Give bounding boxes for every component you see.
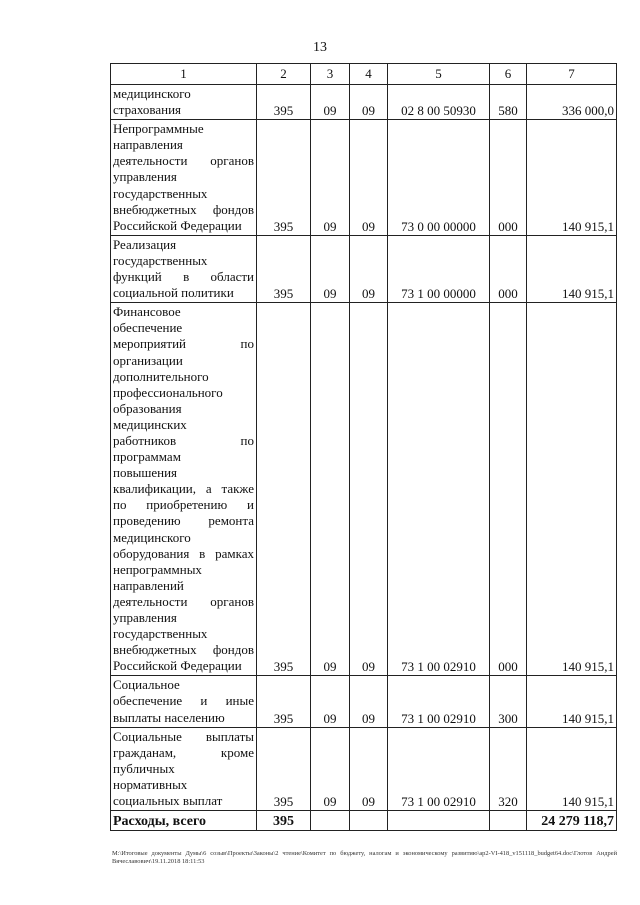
ministry-code-cell: 395	[257, 676, 311, 727]
row-name-line: проведению ремонта	[113, 513, 254, 529]
table-row	[111, 727, 617, 810]
header-cell: 5	[388, 64, 490, 85]
row-name-line: медицинских	[113, 416, 187, 432]
row-name-line: квалификации, а также	[113, 481, 254, 497]
row-name-line: Реализация	[113, 236, 177, 252]
expense-type-cell: 300	[490, 676, 527, 727]
row-name	[111, 235, 257, 302]
ministry-code-cell: 395	[257, 120, 311, 236]
ministry-code-cell: 395	[257, 727, 311, 810]
row-name-line: профессионального	[113, 384, 223, 400]
target-article-cell: 02 8 00 50930	[388, 85, 490, 120]
table-row	[111, 303, 617, 676]
empty-cell	[311, 811, 350, 831]
total-amount: 24 279 118,7	[527, 811, 617, 831]
row-name-line: направлений	[113, 577, 184, 593]
empty-cell	[490, 811, 527, 831]
subsection-cell: 09	[350, 85, 388, 120]
expense-type-cell: 000	[490, 120, 527, 236]
header-cell: 2	[257, 64, 311, 85]
row-name-line: медицинского	[113, 86, 191, 101]
row-name-line: организации	[113, 352, 183, 368]
row-name-line: Социальные выплаты	[113, 728, 254, 744]
total-row	[111, 811, 617, 831]
expense-type-cell: 320	[490, 727, 527, 810]
target-article-cell: 73 1 00 02910	[388, 303, 490, 676]
row-name-line: гражданам, кроме	[113, 744, 254, 760]
subsection-cell: 09	[350, 676, 388, 727]
row-name-line: непрограммных	[113, 561, 202, 577]
row-name-line: страхования	[113, 102, 182, 118]
ministry-code-cell: 395	[257, 303, 311, 676]
row-name	[111, 303, 257, 676]
header-cell: 4	[350, 64, 388, 85]
row-name-line: государственных	[113, 252, 208, 268]
amount-cell: 140 915,1	[527, 303, 617, 676]
row-name-line: направления	[113, 137, 183, 153]
row-name-line: медицинского	[113, 529, 191, 545]
row-name-line: управления	[113, 169, 177, 185]
row-name-line: программам	[113, 449, 181, 465]
header-cell: 3	[311, 64, 350, 85]
row-name	[111, 85, 257, 120]
row-name-line: Непрограммные	[113, 121, 204, 137]
empty-cell	[388, 811, 490, 831]
row-name-line: функций в области	[113, 269, 254, 285]
section-cell: 09	[311, 85, 350, 120]
header-row	[111, 64, 617, 85]
table-row	[111, 120, 617, 236]
row-name-line: повышения	[113, 465, 178, 481]
row-name	[111, 727, 257, 810]
row-name-line: социальной политики	[113, 285, 234, 301]
row-name-line: деятельности органов	[113, 153, 254, 169]
row-name-line: социальных выплат	[113, 793, 223, 809]
amount-cell: 140 915,1	[527, 120, 617, 236]
subsection-cell: 09	[350, 727, 388, 810]
row-name	[111, 676, 257, 727]
target-article-cell: 73 0 00 00000	[388, 120, 490, 236]
row-name-line: обеспечение и иные	[113, 693, 254, 709]
row-name-line: обеспечение	[113, 320, 183, 336]
row-name-line: образования	[113, 400, 182, 416]
table-row	[111, 235, 617, 302]
subsection-cell: 09	[350, 120, 388, 236]
row-name-line: государственных	[113, 626, 208, 642]
ministry-code-cell: 395	[257, 85, 311, 120]
row-name-line: внебюджетных фондов	[113, 642, 254, 658]
section-cell: 09	[311, 676, 350, 727]
amount-cell: 336 000,0	[527, 85, 617, 120]
row-name-line: мероприятий по	[113, 336, 254, 352]
row-name-line: Российской Федерации	[113, 217, 242, 233]
ministry-code-cell: 395	[257, 235, 311, 302]
target-article-cell: 73 1 00 00000	[388, 235, 490, 302]
subsection-cell: 09	[350, 303, 388, 676]
expense-type-cell: 000	[490, 303, 527, 676]
header-cell: 6	[490, 64, 527, 85]
row-name-line: нормативных	[113, 776, 188, 792]
row-name-line: внебюджетных фондов	[113, 201, 254, 217]
section-cell: 09	[311, 120, 350, 236]
row-name-line: выплаты населению	[113, 709, 225, 725]
total-label: Расходы, всего	[111, 811, 257, 831]
document-path-footer: M:\Итоговые документы Думы\6 созыв\Проекты\Законы\2 чтение\Комитет по бюджету, налогам и экономическому развитию\ap2-VI-418_v151118_budget64.doc\Глотов Андрей Вячеславович\19.11.2018 18:11:53	[112, 850, 617, 865]
table-row	[111, 676, 617, 727]
row-name-line: оборудования в рамках	[113, 545, 254, 561]
row-name	[111, 120, 257, 236]
empty-cell	[350, 811, 388, 831]
section-cell: 09	[311, 303, 350, 676]
amount-cell: 140 915,1	[527, 727, 617, 810]
expense-type-cell: 000	[490, 235, 527, 302]
page-number: 13	[313, 40, 327, 55]
target-article-cell: 73 1 00 02910	[388, 676, 490, 727]
row-name-line: работников по	[113, 432, 254, 448]
header-cell: 1	[111, 64, 257, 85]
section-cell: 09	[311, 235, 350, 302]
total-ministry-code: 395	[257, 811, 311, 831]
row-name-line: дополнительного	[113, 368, 209, 384]
row-name-line: Российской Федерации	[113, 658, 242, 674]
section-cell: 09	[311, 727, 350, 810]
amount-cell: 140 915,1	[527, 676, 617, 727]
table-row	[111, 85, 617, 120]
row-name-line: публичных	[113, 760, 175, 776]
row-name-line: управления	[113, 610, 177, 625]
row-name-line: Финансовое	[113, 304, 181, 320]
subsection-cell: 09	[350, 235, 388, 302]
expense-type-cell: 580	[490, 85, 527, 120]
row-name-line: Социальное	[113, 677, 180, 693]
budget-table	[110, 63, 617, 831]
amount-cell: 140 915,1	[527, 235, 617, 302]
row-name-line: государственных	[113, 185, 208, 201]
row-name-line: по приобретению и	[113, 497, 254, 513]
target-article-cell: 73 1 00 02910	[388, 727, 490, 810]
row-name-line: деятельности органов	[113, 593, 254, 609]
header-cell: 7	[527, 64, 617, 85]
